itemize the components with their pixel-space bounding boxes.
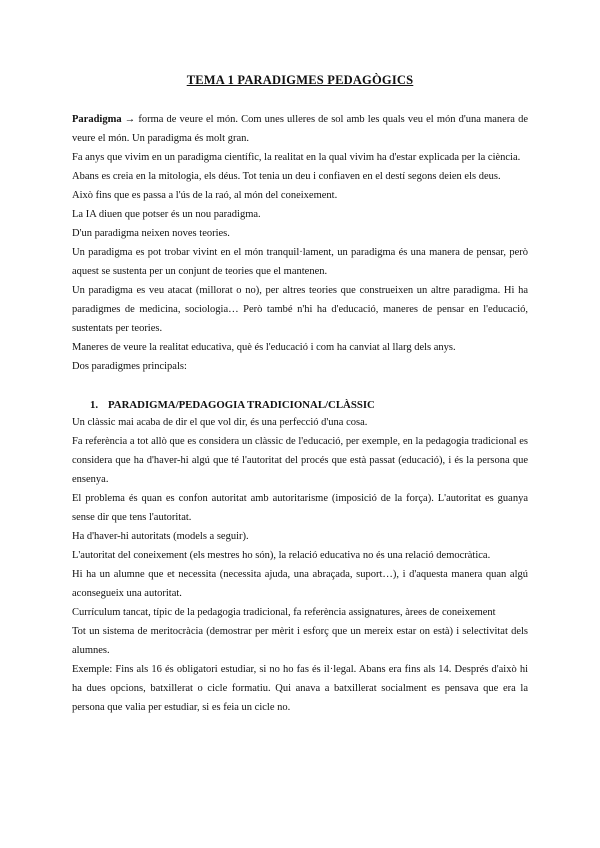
paradigm-definition <box>72 110 528 148</box>
section-title: PARADIGMA/PEDAGOGIA TRADICIONAL/CLÀSSIC <box>108 399 375 411</box>
section-paragraph: Fa referència a tot allò que es considera un clàssic de l'educació, per exemple, en la pedagogia tradicional es considera que ha d'haver-hi algú que té l'autoritat del procés que està passat (educació), i és la persona que ensenya. <box>72 436 528 485</box>
paradigm-term: Paradigma <box>72 114 122 125</box>
intro-paragraph: Maneres de veure la realitat educativa, què és l'educació i com ha canviat al llarg dels anys. <box>72 342 456 353</box>
intro-paragraph: Això fins que es passa a l'ús de la raó, al món del coneixement. <box>72 190 338 201</box>
section-paragraph: Tot un sistema de meritocràcia (demostrar per mèrit i esforç que un mereix estar on està) i selectivitat dels alumnes. <box>72 626 528 656</box>
intro-paragraph: Dos paradigmes principals: <box>72 361 187 372</box>
section-paragraph: Hi ha un alumne que et necessita (necessita ajuda, una abraçada, suport…), i d'aquesta manera quan algú aconsegueix una autoritat. <box>72 569 528 599</box>
paradigm-definition-text: → forma de veure el món. Com unes ulleres de sol amb les quals veu el món d'una manera de veure el món. Un paradigma és molt gran. <box>72 114 528 144</box>
document-title: TEMA 1 PARADIGMES PEDAGÒGICS <box>186 73 414 87</box>
section-heading <box>72 397 528 413</box>
intro-paragraph: La IA diuen que potser és un nou paradigma. <box>72 209 261 220</box>
section-paragraph: L'autoritat del coneixement (els mestres ho són), la relació educativa no és una relació democràtica. <box>72 550 491 561</box>
intro-paragraph: D'un paradigma neixen noves teories. <box>72 228 230 239</box>
section-paragraph: Ha d'haver-hi autoritats (models a seguir). <box>72 531 249 542</box>
intro-paragraph: Abans es creia en la mitologia, els déus. Tot tenia un deu i confiaven en el destí segons deien els deus. <box>72 171 501 182</box>
section-paragraph: Exemple: Fins als 16 és obligatori estudiar, si no ho fas és il·legal. Abans era fins als 14. Després d'això hi ha dues opcions, batxillerat o cicle formatiu. Qui anava a batxillerat socialment es pensava que era la persona que valia per estudiar, si es feia un cicle no. <box>72 664 528 713</box>
intro-paragraph: Un paradigma es pot trobar vivint en el món tranquil·lament, un paradigma és una manera de pensar, però aquest se sustenta per un conjunt de teories que el mantenen. <box>72 247 528 277</box>
intro-paragraph: Fa anys que vivim en un paradigma científic, la realitat en la qual vivim ha d'estar explicada per la ciència. <box>72 152 521 163</box>
section-paragraph: Un clàssic mai acaba de dir el que vol dir, és una perfecció d'una cosa. <box>72 417 368 428</box>
document-page <box>72 72 528 717</box>
section-paragraph: Currículum tancat, típic de la pedagogia tradicional, fa referència assignatures, àrees de coneixement <box>72 607 496 618</box>
section-paragraph: El problema és quan es confon autoritat amb autoritarisme (imposició de la força). L'autoritat es guanya sense dir que tens l'autoritat. <box>72 493 528 523</box>
intro-paragraph: Un paradigma es veu atacat (millorat o no), per altres teories que construeixen un altre paradigma. Hi ha paradigmes de medicina, sociologia… Però també n'hi ha d'educació, maneres de pensar en l'educació, sustentats per teories. <box>72 285 528 334</box>
section-number: 1. <box>90 399 99 411</box>
